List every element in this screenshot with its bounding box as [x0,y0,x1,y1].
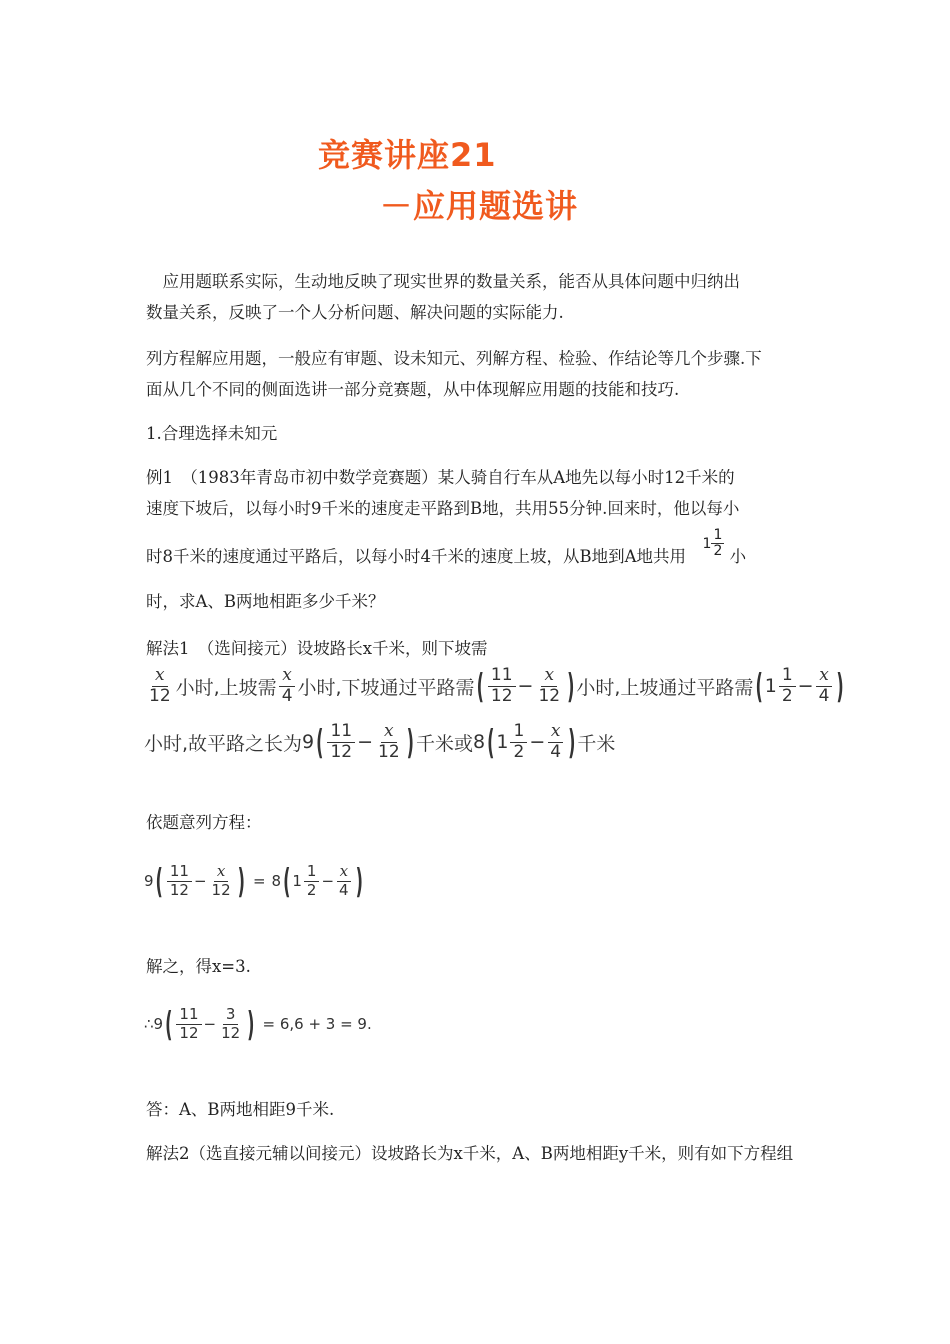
num: 1 [304,863,320,881]
text-qianmi: 千米 [577,732,616,755]
num: 1 [779,666,796,687]
equation-intro: 依题意列方程： [146,813,262,832]
minus: − [797,675,814,697]
frac-3-12 [218,1006,243,1042]
den: 2 [781,685,793,706]
frac-x-12 [146,666,174,706]
num: ( 11 [176,1006,201,1024]
frac-x-12 [375,722,403,762]
num: x [548,722,564,743]
den: 4 [818,685,830,706]
steps-line-2: 面从几个不同的侧面选讲一部分竞赛题，从中体现解应用题的技能和技巧. [146,380,680,399]
paren-group [314,722,416,762]
den: 4 [281,685,293,706]
minus: − [517,675,534,697]
paren-group [154,863,247,899]
frac-11-12 [176,1006,201,1042]
frac-x-4 [816,666,833,706]
paren-group [475,666,577,706]
coef-9: 9 [302,731,315,753]
paren-group [485,722,577,762]
solve-line: 解之，得x=3. [146,957,251,976]
coef-9: 9 [144,872,154,890]
equation [144,855,365,907]
mixed-whole: 1 [702,536,712,552]
coef-9: 9 [153,1015,164,1033]
solution1-line-1: 解法1 （选间接元）设坡路长x千米，则下坡需 [146,639,488,658]
therefore: ∴ [144,1015,154,1033]
den: 12 [378,741,400,762]
num: x [381,722,397,743]
frac-11-12 [488,666,516,706]
den: 4 [550,741,562,762]
minus: − [203,1015,217,1033]
solution2: 解法2（选直接元辅以间接元）设坡路长为x千米，A、B两地相距y千米，则有如下方程组 [146,1144,794,1163]
verification [144,998,372,1050]
num: ( 11 [488,666,516,687]
minus: − [321,872,335,890]
den: 12 [169,880,189,899]
text-xiaoshi-gu: 小时,故平路之长为 [144,732,303,755]
den: 12 [149,685,171,706]
fraction-numerator: 1 [713,526,723,543]
answer-line: 答：A、B两地相距9千米. [146,1100,335,1119]
formula-row-1 [144,660,846,712]
frac-1-2 [304,863,320,899]
text-xiaoshi-shangpo-xu: 小时,上坡需 [175,676,277,699]
num: x [279,666,295,687]
example-line-4: 时，求A、B两地相距多少千米？ [146,592,385,611]
title-line-1: 竞赛讲座21 [318,136,497,174]
paren-group [753,666,845,706]
frac-11-12 [167,863,192,899]
frac-11-12 [327,722,355,762]
formula-row-2 [144,716,615,768]
num: x [337,863,351,881]
frac-x-4 [279,666,296,706]
intro-line-2: 数量关系，反映了一个人分析问题、解决问题的实际能力. [146,303,564,322]
example-line-3 [146,526,810,574]
coef-8: 8 [271,872,282,890]
frac-1-2 [510,722,527,762]
result: = 6,6 + 3 = 9. [262,1015,372,1033]
example-line-3-text: 时8千米的速度通过平路后，以每小时4千米的速度上坡，从B地到A地共用 [146,547,687,566]
steps-line-1: 列方程解应用题，一般应有审题、设未知元、列解方程、检验、作结论等几个步骤.下 [146,349,762,368]
text-qianmi-huo: 千米或 [415,732,473,755]
whole: ( 1 [496,731,509,753]
frac-x-12 [209,863,234,899]
minus: − [357,731,374,753]
text-xiaoshi-shangpo: 小时,上坡通过平路需 [576,676,754,699]
whole: ( 1 [292,872,302,890]
frac-x-4 [336,863,352,899]
minus: − [529,731,546,753]
intro-line-1: 应用题联系实际，生动地反映了现实世界的数量关系，能否从具体问题中归纳出 [146,272,740,291]
num: ( 11 [167,863,192,881]
den: 2 [513,741,525,762]
den: 12 [490,685,513,706]
num: 3 [223,1006,239,1024]
frac-x-4 [547,722,564,762]
num: x [152,666,168,687]
den: 12 [179,1023,199,1042]
equals: = [252,872,266,890]
title-line-2: －应用题选讲 [380,187,579,225]
fraction-one-half [711,528,724,560]
example-line-2: 速度下坡后，以每小时9千米的速度走平路到B地，共用55分钟.回来时，他以每小 [146,499,740,518]
minus: − [193,872,207,890]
num: x [816,666,832,687]
text-xiaoshi-xiapo: 小时,下坡通过平路需 [297,676,475,699]
example-line-3-tail: 小 [729,547,747,566]
num: 1 [510,722,527,743]
paren-group [163,1006,256,1042]
den: 2 [306,880,317,899]
den: 12 [221,1023,241,1042]
example-line-1: 例1 （1983年青岛市初中数学竞赛题）某人骑自行车从A地先以每小时12千米的 [146,468,735,487]
num: ( 11 [327,722,355,743]
den: 12 [330,741,353,762]
frac-x-12 [535,666,563,706]
frac-1-2 [779,666,796,706]
den: 12 [211,880,231,899]
whole: ( 1 [764,675,777,697]
den: 12 [538,685,561,706]
den: 4 [339,880,349,899]
num: x [214,863,228,881]
fraction-denominator: 2 [713,543,723,559]
num: x [541,666,557,687]
paren-group [281,863,365,899]
section-heading: 1.合理选择未知元 [146,424,278,443]
coef-8: 8 [472,731,486,753]
